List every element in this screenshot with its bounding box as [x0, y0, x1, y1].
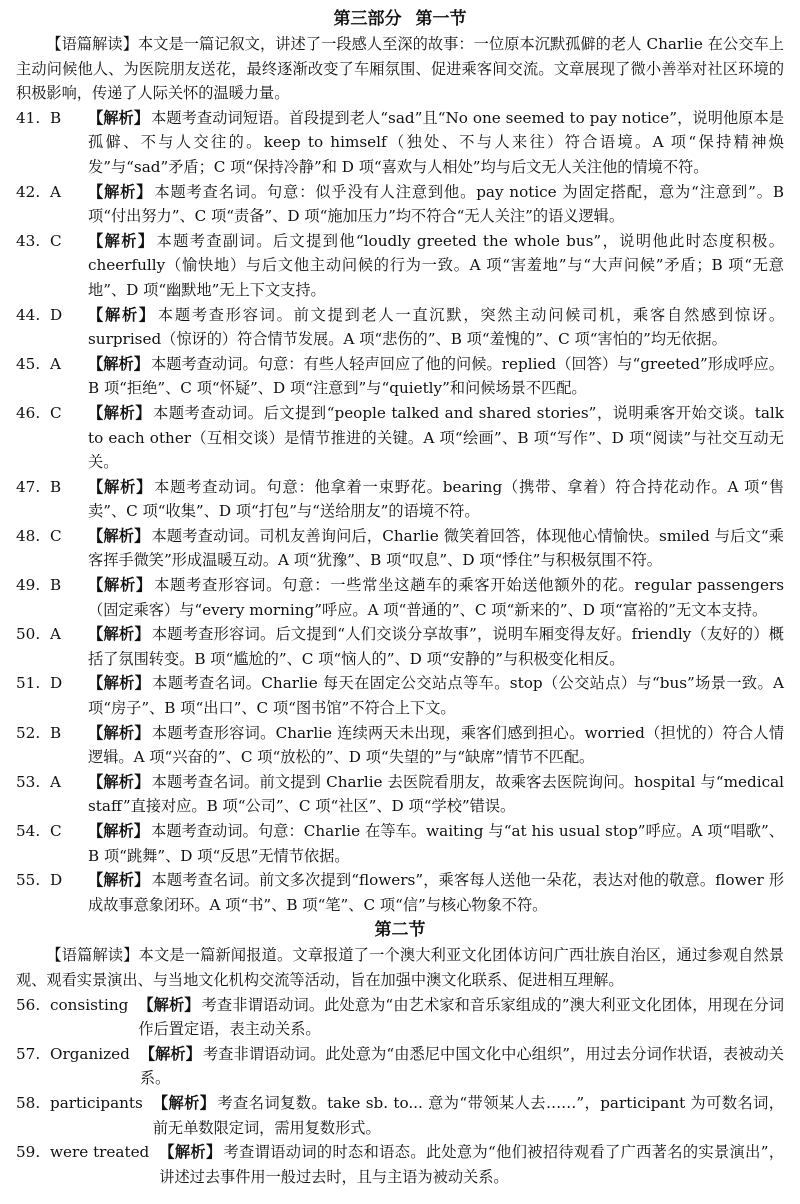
explanation: [88, 622, 784, 671]
question-number: 47.: [16, 477, 41, 496]
answer-choice: were treated: [50, 1143, 150, 1162]
explanation: [88, 475, 784, 524]
explanation-text: 本题考查副词。后文提到他“loudly greeted the whole bus”，说明他此时态度积极。cheerfully（愉快地）与后文他主动问候的行为一致。A 项“害羞地”与“大声问候”矛盾；B 项“无意地”、D 项“幽默地”无上下文支持。: [88, 231, 784, 299]
explanation-text: 本题考查动词短语。首段提到老人“sad”且“No one seemed to pay notice”，说明他原本是孤僻、不与人交往的。keep to himself（独处、不与人来往）符合语境。A 项“保持精神焕发”与“sad”矛盾；C 项“保持冷静”和 D 项“喜欢与人相处”均与后文无人关注他的情境不符。: [88, 108, 784, 176]
section-heading: 第一节: [415, 9, 467, 29]
answer-choice: A: [50, 182, 61, 201]
question-number: 46.: [16, 403, 41, 422]
explanation: [88, 352, 784, 401]
answer-choice: B: [50, 477, 62, 496]
explanation-tag: 【解析】: [139, 1044, 201, 1063]
answer-entry: [16, 1140, 784, 1189]
explanation: [88, 180, 784, 229]
explanation: [88, 106, 784, 180]
explanation: [88, 573, 784, 622]
answer-entry: [16, 770, 784, 819]
answer-choice: D: [50, 305, 63, 324]
explanation-text: 本题考查名词。Charlie 每天在固定公交站点等车。stop（公交站点）与“bus”场景一致。A 项“房子”、B 项“出口”、C 项“图书馆”不符合上下文。: [88, 674, 784, 718]
answer-choice: B: [50, 576, 62, 595]
explanation: [159, 1140, 784, 1189]
explanation-text: 本题考查动词。后文提到“people talked and shared stories”，说明乘客开始交谈。talk to each other（互相交谈）是情节推进的关键。A 项“绘画”、B 项“写作”、D 项“阅读”与社交互动无关。: [88, 403, 784, 472]
explanation: [88, 868, 784, 917]
explanation-tag: 【解析】: [138, 995, 200, 1014]
explanation: [153, 1091, 784, 1140]
answer-choice: B: [50, 723, 62, 742]
explanation-tag: 【解析】: [88, 182, 153, 201]
question-number: 51.: [16, 674, 41, 693]
section-2-title: 第二节: [374, 920, 426, 941]
question-number: 52.: [16, 723, 41, 742]
answer-entry: [16, 868, 784, 917]
explanation-tag: 【解析】: [88, 871, 150, 890]
explanation-text: 本题考查形容词。前文提到老人一直沉默，突然主动问候司机，乘客自然感到惊讶。surprised（惊讶的）符合情节发展。A 项“悲伤的”、B 项“羞愧的”、C 项“害怕的”均无依据。: [88, 305, 785, 349]
answer-entry: [16, 303, 784, 352]
answer-choice: participants: [50, 1093, 143, 1112]
explanation-tag: 【解析】: [88, 822, 150, 840]
explanation-text: 本题考查形容词。句意：一些常坐这趟车的乘客开始送他额外的花。regular passengers（固定乘客）与“every morning”呼应。A 项“普通的”、C 项“新来的”、D 项“富裕的”无文本支持。: [88, 576, 784, 619]
answer-choice: A: [50, 625, 61, 644]
explanation: [88, 770, 784, 819]
question-number: 53.: [16, 772, 41, 791]
answer-choice: D: [50, 871, 63, 890]
answer-choice: Organized: [50, 1044, 130, 1063]
answer-choice: B: [50, 108, 62, 127]
explanation: [88, 671, 784, 720]
answer-choice: consisting: [50, 995, 129, 1014]
question-number: 48.: [16, 526, 41, 545]
explanation-tag: 【解析】: [88, 354, 149, 373]
answer-entry: [16, 352, 784, 401]
explanation-tag: 【解析】: [159, 1143, 222, 1162]
question-number: 57.: [16, 1044, 41, 1063]
explanation-text: 本题考查动词。句意：有些人轻声回应了他的问候。replied（回答）与“greeted”形成呼应。B 项“拒绝”、C 项“怀疑”、D 项“注意到”与“quietly”和问候场景不匹配。: [88, 354, 784, 398]
answer-entry: [16, 573, 784, 622]
question-number: 54.: [16, 822, 41, 840]
explanation-tag: 【解析】: [88, 403, 152, 422]
answer-entry: [16, 1042, 784, 1091]
answer-choice: C: [50, 403, 62, 422]
answer-choice: A: [50, 354, 61, 373]
explanation-text: 考查谓语动词的时态和语态。此处意为“他们被招待观看了广西著名的实景演出”，讲述过去事件用一般过去时，且与主语为被动关系。: [159, 1143, 785, 1186]
question-number: 59.: [16, 1143, 41, 1162]
explanation-text: 本题考查名词。前文提到 Charlie 去医院看朋友，故乘客去医院询问。hospital 与“medical staff”直接对应。B 项“公司”、C 项“社区”、D 项“学校”错误。: [88, 772, 784, 816]
explanation-tag: 【解析】: [88, 723, 150, 742]
answer-choice: A: [50, 772, 61, 791]
answer-entry: [16, 993, 784, 1042]
answer-entry: [16, 671, 784, 720]
answer-entry: [16, 622, 784, 671]
explanation-text: 本题考查名词。前文多次提到“flowers”，乘客每人送他一朵花，表达对他的敬意。flower 形成故事意象闭环。A 项“书”、B 项“笔”、C 项“信”与核心物象不符。: [88, 871, 785, 914]
explanation-tag: 【解析】: [88, 576, 153, 595]
explanation-text: 考查非谓语动词。此处意为“由艺术家和音乐家组成的”澳大利亚文化团体，用现在分词作后置定语，表主动关系。: [138, 995, 785, 1039]
answer-choice: D: [50, 674, 63, 693]
answer-choice: C: [50, 822, 62, 840]
question-number: 42.: [16, 182, 41, 201]
explanation-text: 考查名词复数。take sb. to... 意为“带领某人去……”，participant 为可数名词，前无单数限定词，需用复数形式。: [152, 1093, 784, 1137]
answer-choice: C: [50, 231, 62, 250]
part-heading: 第三部分: [333, 9, 402, 29]
answer-entry: [16, 819, 784, 868]
question-number: 49.: [16, 576, 41, 595]
answer-choice: C: [50, 526, 62, 545]
answer-entry: [16, 229, 784, 303]
question-number: 44.: [16, 305, 41, 324]
answer-entry: [16, 475, 784, 524]
explanation-tag: 【解析】: [88, 625, 150, 644]
explanation: [140, 1042, 784, 1091]
passage-intro-2: 【语篇解读】本文是一篇新闻报道。文章报道了一个澳大利亚文化团体访问广西壮族自治区，通过参观自然景观、观看实景演出、与当地文化机构交流等活动，旨在加强中澳文化联系、促进相互理解。: [16, 946, 784, 989]
explanation-text: 本题考查形容词。Charlie 连续两天未出现，乘客们感到担心。worried（担忧的）符合人情逻辑。A 项“兴奋的”、C 项“放松的”、D 项“失望的”与“缺席”情节不匹配。: [88, 723, 785, 767]
explanation-tag: 【解析】: [88, 305, 156, 324]
question-number: 58.: [16, 1093, 41, 1112]
answer-list-section-1: [16, 106, 784, 918]
explanation-text: 考查非谓语动词。此处意为“由悉尼中国文化中心组织”，用过去分词作状语，表被动关系。: [139, 1044, 784, 1088]
question-number: 41.: [16, 108, 41, 127]
question-number: 55.: [16, 871, 41, 890]
explanation-tag: 【解析】: [152, 1093, 216, 1112]
question-number: 45.: [16, 354, 41, 373]
explanation-tag: 【解析】: [88, 477, 153, 496]
passage-intro-1: 【语篇解读】本文是一篇记叙文，讲述了一段感人至深的故事：一位原本沉默孤僻的老人 Charlie 在公交车上主动问候他人、为医院朋友送花，最终逐渐改变了车厢氛围、促进乘客间交流。文章展现了微小善举对社区环境的积极影响，传递了人际关怀的温暖力量。: [16, 35, 784, 103]
answer-entry: [16, 721, 784, 770]
explanation-tag: 【解析】: [88, 231, 155, 250]
answer-entry: [16, 524, 784, 573]
explanation: [88, 524, 784, 573]
explanation-text: 本题考查动词。句意：Charlie 在等车。waiting 与“at his usual stop”呼应。A 项“唱歌”、B 项“跳舞”、D 项“反思”无情节依据。: [88, 822, 784, 865]
part-title: [16, 6, 784, 32]
explanation-text: 本题考查名词。句意：似乎没有人注意到他。pay notice 为固定搭配，意为“注意到”。B 项“付出努力”、C 项“责备”、D 项“施加压力”均不符合“无人关注”的语义逻辑。: [88, 182, 784, 226]
answer-list-section-2: [16, 993, 784, 1190]
explanation-text: 本题考查动词。司机友善询问后，Charlie 微笑着回答，体现他心情愉快。smiled 与后文“乘客挥手微笑”形成温暖互动。A 项“犹豫”、B 项“叹息”、D 项“悸住”与积极氛围不符。: [88, 526, 784, 570]
explanation: [88, 303, 784, 352]
answer-entry: [16, 1091, 784, 1140]
explanation-text: 本题考查形容词。后文提到“人们交谈分享故事”，说明车厢变得友好。friendly（友好的）概括了氛围转变。B 项“尴尬的”、C 项“恼人的”、D 项“安静的”与积极变化相反。: [88, 625, 784, 668]
answer-entry: [16, 180, 784, 229]
explanation: [88, 721, 784, 770]
answer-entry: [16, 106, 784, 180]
explanation-tag: 【解析】: [88, 526, 150, 545]
explanation-text: 本题考查动词。句意：他拿着一束野花。bearing（携带、拿着）符合持花动作。A 项“售卖”、C 项“收集”、D 项“打包”与“送给朋友”的语境不符。: [88, 477, 785, 521]
question-number: 43.: [16, 231, 41, 250]
explanation: [88, 819, 784, 868]
explanation: [138, 993, 784, 1042]
explanation: [88, 229, 784, 303]
question-number: 50.: [16, 625, 41, 644]
explanation-tag: 【解析】: [88, 674, 151, 693]
answer-entry: [16, 401, 784, 475]
explanation: [88, 401, 784, 475]
question-number: 56.: [16, 995, 41, 1014]
explanation-tag: 【解析】: [88, 108, 150, 127]
explanation-tag: 【解析】: [88, 772, 150, 791]
